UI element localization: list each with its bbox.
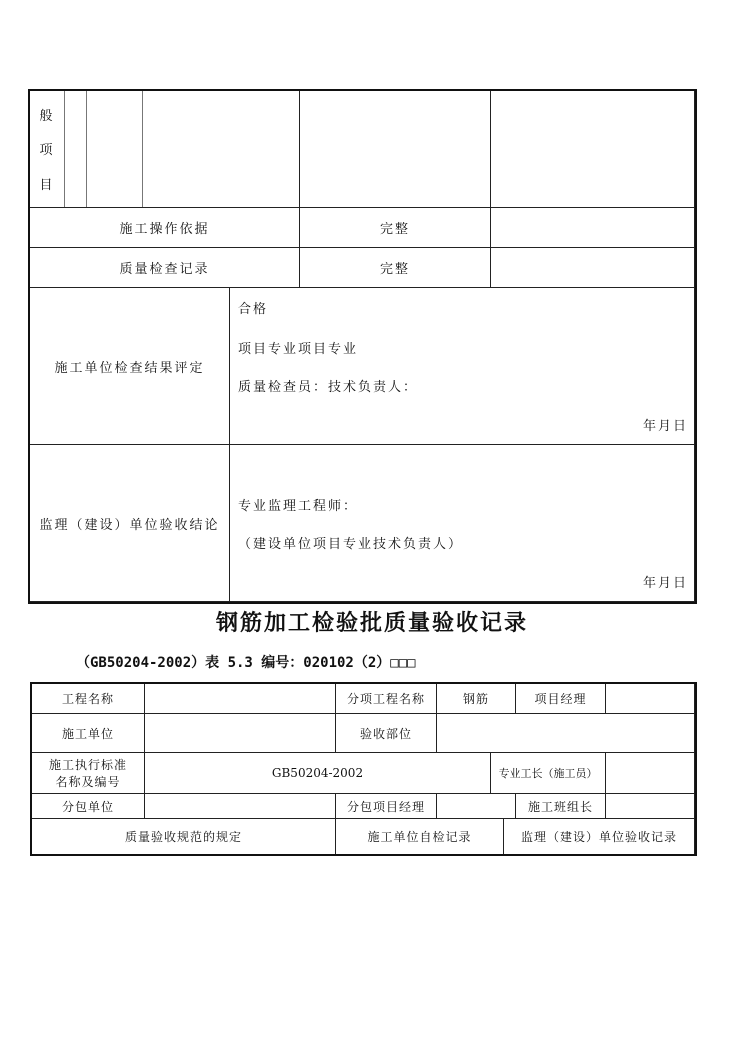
supervisor-conclusion-cell xyxy=(229,444,695,602)
self-check-header: 施工单位自检记录 xyxy=(335,818,504,855)
team-leader-value xyxy=(605,793,695,819)
empty-cell xyxy=(142,90,300,208)
contractor-result-cell xyxy=(229,287,695,445)
conclusion-line: （建设单位项目专业技术负责人） xyxy=(238,537,464,552)
label-char: 项 xyxy=(39,143,55,159)
standard-label xyxy=(31,752,145,794)
construction-unit-label: 施工单位 xyxy=(31,713,145,753)
sub-project-name-value: 钢筋 xyxy=(436,683,516,714)
standard-label-line: 名称及编号 xyxy=(55,775,121,789)
project-name-value xyxy=(144,683,336,714)
project-name-label: 工程名称 xyxy=(31,683,145,714)
document-title: 钢筋加工检验批质量验收记录 xyxy=(215,610,528,636)
acceptance-part-label: 验收部位 xyxy=(335,713,437,753)
spec-rules-header: 质量验收规范的规定 xyxy=(31,818,336,855)
general-items-label xyxy=(29,90,65,208)
foreman-label: 专业工长（施工员） xyxy=(490,752,606,794)
result-line: 合格 xyxy=(238,302,269,317)
sub-project-name-label: 分项工程名称 xyxy=(335,683,437,714)
empty-cell xyxy=(86,90,143,208)
quality-record-label: 质量检查记录 xyxy=(29,247,300,288)
acceptance-part-value xyxy=(436,713,695,753)
label-char: 般 xyxy=(39,108,55,124)
foreman-value xyxy=(605,752,695,794)
empty-cell xyxy=(490,247,695,288)
subcontractor-label: 分包单位 xyxy=(31,793,145,819)
quality-record-value: 完整 xyxy=(299,247,491,288)
empty-cell xyxy=(64,90,87,208)
operation-basis-label: 施工操作依据 xyxy=(29,207,300,248)
operation-basis-value: 完整 xyxy=(299,207,491,248)
standard-label-line: 施工执行标准 xyxy=(48,758,127,772)
empty-cell xyxy=(490,207,695,248)
date-label: 年月日 xyxy=(642,419,688,434)
supervisor-record-header: 监理（建设）单位验收记录 xyxy=(503,818,695,855)
result-line: 质量检查员：技术负责人： xyxy=(238,380,419,395)
contractor-result-label: 施工单位检查结果评定 xyxy=(29,287,230,445)
project-manager-label: 项目经理 xyxy=(515,683,606,714)
subcontractor-value xyxy=(144,793,336,819)
document-subtitle: （GB50204-2002）表 5.3 编号：020102（2）□□□ xyxy=(76,655,416,671)
standard-value: GB50204-2002 xyxy=(144,752,491,794)
label-char: 目 xyxy=(39,178,55,194)
date-label: 年月日 xyxy=(642,576,688,591)
team-leader-label: 施工班组长 xyxy=(515,793,606,819)
supervisor-conclusion-label: 监理（建设）单位验收结论 xyxy=(29,444,230,602)
result-line: 项目专业项目专业 xyxy=(238,342,359,357)
construction-unit-value xyxy=(144,713,336,753)
sub-manager-value xyxy=(436,793,516,819)
empty-cell xyxy=(490,90,695,208)
sub-manager-label: 分包项目经理 xyxy=(335,793,437,819)
conclusion-line: 专业监理工程师： xyxy=(238,499,359,514)
empty-cell xyxy=(299,90,491,208)
project-manager-value xyxy=(605,683,695,714)
